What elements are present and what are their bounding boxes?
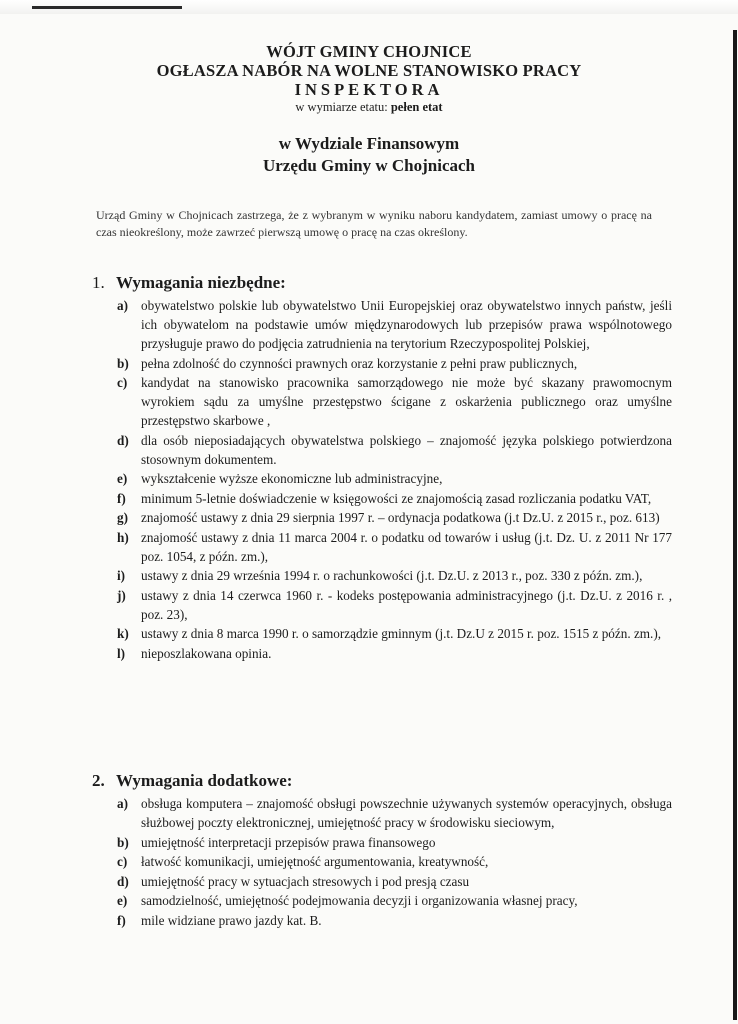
item-letter: g) — [117, 510, 128, 525]
header-etat — [0, 99, 738, 115]
item-text: kandydat na stanowisko pracownika samorządowego nie może być skazany prawomocnym wyrokiem sądu za umyślne przestępstwo ścigane z oskarżenia publicznego oraz umyślne przestępstwo skarbowe , — [141, 375, 672, 428]
list-item — [92, 373, 672, 430]
item-text: minimum 5-letnie doświadczenie w księgowości ze znajomością zasad rozliczania podatku VAT, — [141, 490, 652, 506]
item-letter: c) — [117, 854, 128, 869]
item-text: obsługa komputera – znajomość obsługi powszechnie używanych systemów operacyjnych, obsługa służbowej poczty elektronicznej, umiejętność pracy w środowisku sieciowym, — [141, 796, 672, 830]
list-item — [92, 586, 672, 624]
list-item — [92, 644, 672, 663]
section-heading: Wymagania niezbędne: — [116, 273, 286, 292]
list-item — [92, 431, 672, 469]
list-item — [92, 528, 672, 566]
item-text: łatwość komunikacji, umiejętność argumentowania, kreatywność, — [141, 854, 489, 869]
list-item — [92, 872, 672, 891]
department-line2: Urzędu Gminy w Chojnicach — [262, 156, 476, 175]
item-letter: e) — [117, 471, 128, 486]
section-requirements — [92, 272, 672, 663]
item-text: znajomość ustawy z dnia 29 sierpnia 1997 r. – ordynacja podatkowa (j.t Dz.U. z 2015 r., poz. 613) — [141, 510, 660, 525]
list-item — [92, 508, 672, 527]
item-letter: f) — [117, 912, 126, 928]
item-text: ustawy z dnia 8 marca 1990 r. o samorządzie gminnym (j.t. Dz.U z 2015 r. poz. 1515 z późn. zm.), — [141, 626, 662, 641]
item-letter: j) — [117, 587, 126, 603]
item-text: ustawy z dnia 29 września 1994 r. o rachunkowości (j.t. Dz.U. z 2013 r., poz. 330 z późn. zm.), — [141, 568, 643, 583]
section-heading: Wymagania dodatkowe: — [116, 771, 293, 790]
list-item — [92, 296, 672, 353]
section-title — [92, 770, 672, 792]
item-letter: a) — [117, 796, 128, 811]
list-item — [92, 624, 672, 643]
list-item — [92, 489, 672, 508]
list-item — [92, 794, 672, 832]
scan-edge-right — [733, 30, 737, 1020]
item-text: umiejętność interpretacji przepisów prawa finansowego — [141, 834, 436, 850]
section-additional — [92, 770, 672, 930]
item-text: dla osób nieposiadających obywatelstwa polskiego – znajomość języka polskiego potwierdzona stosownym dokumentem. — [141, 432, 672, 467]
item-letter: c) — [117, 375, 128, 390]
item-letter: d) — [117, 873, 129, 889]
item-letter: i) — [117, 568, 126, 583]
item-text: nieposzlakowana opinia. — [141, 645, 272, 661]
list-item — [92, 852, 672, 871]
item-letter: f) — [117, 490, 126, 506]
header-position: INSPEKTORA — [294, 80, 444, 99]
item-letter: d) — [117, 432, 129, 448]
item-text: umiejętność pracy w sytuacjach stresowych i pod presją czasu — [141, 873, 470, 889]
item-letter: b) — [117, 834, 129, 850]
etat-label: w wymiarze etatu: — [295, 100, 388, 114]
section-number: 2. — [92, 771, 105, 790]
item-letter: e) — [117, 893, 128, 908]
etat-value: pełen etat — [390, 100, 443, 114]
item-text: znajomość ustawy z dnia 11 marca 2004 r. o podatku od towarów i usług (j.t. Dz. U. z 2011 Nr 177 poz. 1054, z późn. zm.), — [141, 529, 672, 564]
announcement-header — [0, 42, 738, 177]
header-announcement: OGŁASZA NABÓR NA WOLNE STANOWISKO PRACY — [156, 61, 582, 80]
header-department — [0, 133, 738, 177]
item-text: pełna zdolność do czynności prawnych oraz korzystanie z pełni praw publicznych, — [141, 355, 578, 371]
item-letter: l) — [117, 645, 126, 661]
requirements-list — [92, 296, 672, 663]
section-number: 1. — [92, 273, 105, 292]
item-letter: h) — [117, 529, 129, 545]
additional-list — [92, 794, 672, 930]
list-item — [92, 469, 672, 488]
header-authority: WÓJT GMINY CHOJNICE — [266, 42, 472, 61]
item-text: ustawy z dnia 14 czerwca 1960 r. - kodeks postępowania administracyjnego (j.t. Dz.U. z 2016 r. , poz. 23), — [141, 587, 672, 622]
item-text: wykształcenie wyższe ekonomiczne lub administracyjne, — [141, 471, 443, 486]
list-item — [92, 891, 672, 910]
item-letter: b) — [117, 355, 129, 371]
item-text: obywatelstwo polskie lub obywatelstwo Unii Europejskiej oraz obywatelstwo innych państw, jeśli ich obywatelom na podstawie umów międzynarodowych lub przepisów prawa wspólnotowego przysługuje prawo do podjęcia zatrudnienia na terytorium Rzeczypospolitej Polskiej, — [141, 298, 672, 351]
item-text: mile widziane prawo jazdy kat. B. — [141, 912, 322, 928]
list-item — [92, 911, 672, 930]
section-title — [92, 272, 672, 294]
notice-paragraph: Urząd Gminy w Chojnicach zastrzega, że z wybranym w wyniku naboru kandydatem, zamiast umowy o pracę na czas nieokreślony, może zawrzeć pierwszą umowę o pracę na czas określony. — [96, 208, 652, 239]
item-letter: a) — [117, 298, 128, 313]
department-line1: w Wydziale Finansowym — [278, 134, 460, 153]
item-letter: k) — [117, 626, 129, 641]
item-text: samodzielność, umiejętność podejmowania decyzji i organizowania własnej pracy, — [141, 893, 578, 908]
list-item — [92, 566, 672, 585]
list-item — [92, 833, 672, 852]
list-item — [92, 354, 672, 373]
